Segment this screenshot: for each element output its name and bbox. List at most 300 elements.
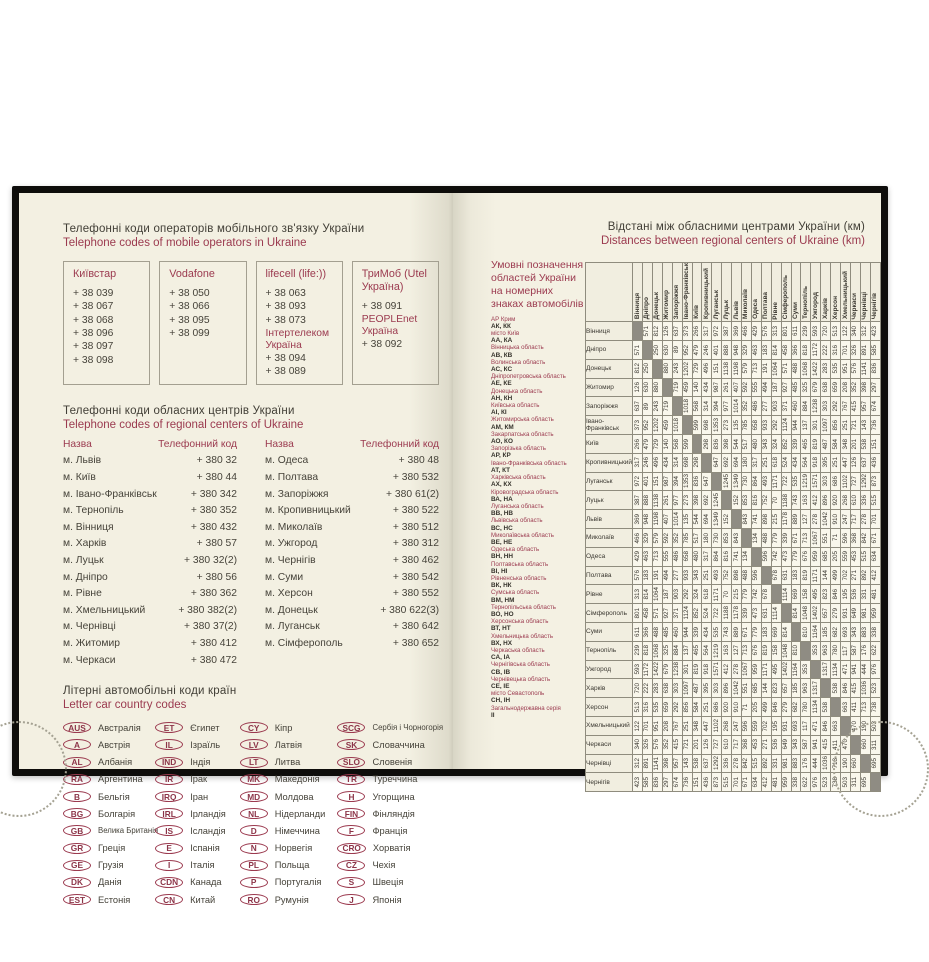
distance-value: 674 xyxy=(871,401,879,412)
matrix-column-header xyxy=(821,263,831,322)
distance-value: 398 xyxy=(663,758,671,769)
car-code-row xyxy=(63,719,155,736)
matrix-distance-cell xyxy=(702,397,712,416)
matrix-distance-cell xyxy=(633,472,643,491)
distance-value: 713 xyxy=(742,645,750,656)
matrix-distance-cell xyxy=(751,585,761,604)
matrix-distance-cell xyxy=(742,378,752,397)
legend-entry xyxy=(491,460,585,474)
legend-region-name: Рівненська область xyxy=(491,574,547,582)
legend-plate-codes: ВІ, НІ xyxy=(491,567,508,575)
matrix-distance-cell xyxy=(642,322,652,341)
regional-code-row xyxy=(63,503,237,520)
matrix-distance-cell xyxy=(771,641,781,660)
distance-value: 444 xyxy=(861,664,869,675)
car-code-badge: IRL xyxy=(155,808,183,819)
car-code-row xyxy=(63,788,155,805)
matrix-distance-cell xyxy=(633,622,643,641)
distance-value: 888 xyxy=(722,344,730,356)
distance-value: 1245 xyxy=(722,474,730,489)
distance-value: 686 xyxy=(831,476,839,487)
city-name: м. Донецьк xyxy=(265,604,318,616)
matrix-distance-cell xyxy=(821,472,831,491)
matrix-distance-cell xyxy=(672,716,682,735)
matrix-distance-cell xyxy=(821,754,831,773)
matrix-distance-cell xyxy=(692,416,702,435)
distance-value: 638 xyxy=(821,382,829,393)
distance-value: 663 xyxy=(841,701,849,713)
legend-entry xyxy=(491,705,585,719)
distance-value: 485 xyxy=(663,626,671,638)
matrix-distance-cell xyxy=(662,622,672,641)
distance-value: 201 xyxy=(692,739,700,750)
distance-value: 1014 xyxy=(732,399,740,414)
legend-plate-codes: ВМ, НМ xyxy=(491,596,515,604)
car-code-row xyxy=(337,874,439,891)
matrix-row xyxy=(586,698,881,717)
distance-value: 1048 xyxy=(801,606,809,621)
matrix-distance-cell xyxy=(851,359,861,378)
matrix-distance-cell xyxy=(831,604,841,623)
legend-region-name: Харківська область xyxy=(491,474,546,482)
matrix-distance-cell xyxy=(642,679,652,698)
city-phone-code: + 380 32 xyxy=(196,455,237,467)
country-name: Угорщина xyxy=(372,791,415,802)
matrix-diagonal-cell xyxy=(801,641,811,660)
matrix-row xyxy=(586,641,881,660)
matrix-distance-cell xyxy=(831,641,841,660)
distance-value: 819 xyxy=(811,438,819,450)
car-code-badge: IS xyxy=(155,825,183,836)
matrix-distance-cell xyxy=(771,735,781,754)
distance-value: 941 xyxy=(811,739,819,750)
matrix-distance-cell xyxy=(692,716,702,735)
distance-value: 972 xyxy=(712,325,720,337)
matrix-distance-cell xyxy=(742,397,752,416)
distance-value: 948 xyxy=(643,513,651,525)
distance-value: 952 xyxy=(643,419,651,431)
matrix-column-header xyxy=(662,263,672,322)
matrix-distance-cell xyxy=(732,735,742,754)
distance-value: 679 xyxy=(811,382,819,393)
city-phone-code: + 380 412 xyxy=(190,638,237,650)
matrix-distance-cell xyxy=(742,622,752,641)
distance-value: 713 xyxy=(861,701,869,713)
matrix-distance-cell xyxy=(722,604,732,623)
matrix-distance-cell xyxy=(722,716,732,735)
distance-value: 880 xyxy=(663,363,671,374)
distance-value: 496 xyxy=(653,457,661,468)
matrix-distance-cell xyxy=(682,472,692,491)
distance-value: 1172 xyxy=(643,662,651,677)
matrix-distance-cell xyxy=(831,397,841,416)
distance-value: 324 xyxy=(692,589,700,600)
distance-value: 292 xyxy=(673,701,681,713)
legend-entry xyxy=(491,503,585,517)
car-code-row xyxy=(240,857,338,874)
matrix-distance-cell xyxy=(742,416,752,435)
matrix-distance-cell xyxy=(682,378,692,397)
matrix-distance-cell xyxy=(831,547,841,566)
car-code-badge: SCG xyxy=(337,722,365,733)
car-code-badge: IRQ xyxy=(155,791,183,802)
matrix-distance-cell xyxy=(722,397,732,416)
distance-value: 71 xyxy=(831,534,839,542)
city-phone-code: + 380 57 xyxy=(196,538,237,550)
distance-value: 453 xyxy=(752,739,760,750)
city-name: м. Миколаїв xyxy=(265,521,323,533)
matrix-distance-cell xyxy=(682,660,692,679)
distance-value: 571 xyxy=(643,325,651,337)
distance-value: 1036 xyxy=(821,756,829,771)
distance-value: 599 xyxy=(683,438,691,450)
distance-value: 843 xyxy=(742,513,750,525)
distance-value: 278 xyxy=(861,513,869,525)
matrix-distance-cell xyxy=(633,528,643,547)
matrix-column-city-label: Кропивницький xyxy=(702,268,710,320)
regional-codes-column xyxy=(265,439,439,669)
matrix-column-city-label: Суми xyxy=(792,302,800,320)
distance-value: 398 xyxy=(722,438,730,450)
matrix-distance-cell xyxy=(642,378,652,397)
matrix-distance-cell xyxy=(851,491,861,510)
matrix-distance-cell xyxy=(662,754,672,773)
distance-value: 251 xyxy=(702,570,710,581)
legend-entry xyxy=(491,676,585,690)
matrix-distance-cell xyxy=(712,773,722,792)
distance-value: 298 xyxy=(692,457,700,468)
operator-phone-code: + 38 091 xyxy=(361,300,403,312)
matrix-distance-cell xyxy=(682,735,692,754)
matrix-distance-cell xyxy=(633,660,643,679)
operator-phone-code: + 38 097 xyxy=(73,341,114,353)
country-name: Швеція xyxy=(372,877,404,888)
matrix-distance-cell xyxy=(702,510,712,529)
city-name: м. Львів xyxy=(63,455,102,467)
distance-value: 852 xyxy=(692,607,700,619)
matrix-distance-cell xyxy=(831,322,841,341)
matrix-column-header xyxy=(652,263,662,322)
matrix-distance-cell xyxy=(761,378,771,397)
distance-value: 637 xyxy=(702,758,710,769)
distance-value: 741 xyxy=(732,551,740,562)
car-code-badge: PL xyxy=(240,860,268,871)
matrix-distance-cell xyxy=(811,435,821,454)
distance-value: 1068 xyxy=(653,643,661,658)
distance-value: 89 xyxy=(673,346,681,354)
matrix-corner-cell xyxy=(586,263,633,322)
distance-value: 701 xyxy=(643,720,651,732)
distance-value: 702 xyxy=(762,720,770,732)
distance-value: 722 xyxy=(712,607,720,619)
matrix-distance-cell xyxy=(732,585,742,604)
distance-value: 678 xyxy=(762,589,770,600)
distance-value: 339 xyxy=(792,438,800,450)
legend-plate-codes: ВН, НН xyxy=(491,553,514,561)
distance-value: 517 xyxy=(742,438,750,450)
city-name: м. Дніпро xyxy=(63,571,108,583)
matrix-header xyxy=(586,263,881,322)
car-code-badge: IND xyxy=(155,757,183,768)
matrix-diagonal-cell xyxy=(761,566,771,585)
distance-value: 493 xyxy=(712,570,720,581)
distance-value: 401 xyxy=(643,476,651,487)
distance-value: 143 xyxy=(861,419,869,431)
distance-value: 649 xyxy=(851,607,859,619)
distance-value: 1102 xyxy=(712,719,720,733)
distance-value: 412 xyxy=(722,664,730,675)
distance-value: 368 xyxy=(851,532,859,544)
distance-value: 1219 xyxy=(801,474,809,489)
matrix-distance-cell xyxy=(821,622,831,641)
distance-value: 411 xyxy=(851,702,859,713)
distance-value: 278 xyxy=(732,664,740,675)
mobile-codes-title-ua: Телефонні коди операторів мобільного зв'язку України xyxy=(63,223,365,235)
matrix-column-header xyxy=(642,263,652,322)
distance-value: 846 xyxy=(821,720,829,732)
distance-value: 326 xyxy=(851,344,859,356)
distance-value: 1202 xyxy=(683,361,691,376)
matrix-distance-cell xyxy=(642,641,652,660)
distance-value: 122 xyxy=(633,720,641,732)
distance-value: 729 xyxy=(692,363,700,374)
distance-value: 585 xyxy=(643,776,651,788)
operator-phone-code: + 38 089 xyxy=(265,366,306,378)
matrix-diagonal-cell xyxy=(662,378,672,397)
distance-value: 434 xyxy=(702,626,710,638)
legend-region-name: Полтавська область xyxy=(491,560,549,568)
legend-region-name: Вінницька область xyxy=(491,344,544,352)
matrix-distance-cell xyxy=(682,622,692,641)
matrix-distance-cell xyxy=(811,341,821,360)
legend-entry xyxy=(491,546,585,560)
car-code-badge: B xyxy=(63,791,91,802)
operator-phone-code: + 38 039 xyxy=(73,287,114,299)
matrix-distance-cell xyxy=(702,472,712,491)
distance-value: 336 xyxy=(861,495,869,506)
matrix-distance-cell xyxy=(672,491,682,510)
regional-codes-tables xyxy=(63,439,439,669)
matrix-distance-cell xyxy=(761,510,771,529)
distance-value: 634 xyxy=(752,776,760,788)
distance-value: 460 xyxy=(673,626,681,638)
matrix-distance-cell xyxy=(791,547,801,566)
distance-value: 576 xyxy=(633,570,641,581)
matrix-distance-cell xyxy=(801,754,811,773)
distance-value: 685 xyxy=(821,551,829,562)
legend-plate-codes: АТ, КТ xyxy=(491,466,511,474)
regional-code-row xyxy=(63,487,237,504)
distance-value: 722 xyxy=(782,476,790,487)
distance-value: 972 xyxy=(633,476,641,487)
regional-codes-column-header xyxy=(63,439,237,450)
matrix-distance-cell xyxy=(732,322,742,341)
legend-entry xyxy=(491,532,585,546)
distance-value: 1422 xyxy=(653,662,661,677)
distance-value: 631 xyxy=(782,570,790,581)
distance-value: 593 xyxy=(811,325,819,337)
matrix-column-header xyxy=(761,263,771,322)
plate-codes-legend-list xyxy=(491,316,585,719)
car-codes-title-ua: Літерні автомобільні коди країн xyxy=(63,685,237,698)
distance-value: 720 xyxy=(821,325,829,337)
distance-value: 559 xyxy=(752,720,760,732)
distance-value: 948 xyxy=(732,344,740,356)
distance-value: 568 xyxy=(692,401,700,412)
legend-entry xyxy=(491,445,585,459)
distance-value: 551 xyxy=(742,683,750,694)
matrix-distance-cell xyxy=(771,472,781,491)
matrix-distance-cell xyxy=(801,660,811,679)
matrix-distance-cell xyxy=(751,716,761,735)
legend-plate-codes: ВЕ, НЕ xyxy=(491,538,513,546)
distance-value: 503 xyxy=(871,720,879,732)
distance-value: 268 xyxy=(722,720,730,732)
matrix-distance-cell xyxy=(712,585,722,604)
matrix-distance-cell xyxy=(633,416,643,435)
matrix-distance-cell xyxy=(722,566,732,585)
distance-value: 898 xyxy=(762,513,770,525)
matrix-distance-cell xyxy=(642,716,652,735)
distance-value: 592 xyxy=(742,382,750,393)
distance-value: 314 xyxy=(702,401,710,412)
regional-code-row xyxy=(265,603,439,620)
distance-value: 896 xyxy=(722,683,730,694)
distance-value: 183 xyxy=(762,344,770,356)
car-code-row xyxy=(240,891,338,908)
matrix-distance-cell xyxy=(831,359,841,378)
distance-value: 891 xyxy=(643,758,651,769)
matrix-distance-cell xyxy=(732,341,742,360)
operator-phone-code: + 38 098 xyxy=(73,354,114,366)
operator-phone-code: + 38 094 xyxy=(265,352,306,364)
distance-value: 339 xyxy=(782,532,790,544)
matrix-diagonal-cell xyxy=(702,453,712,472)
matrix-distance-cell xyxy=(642,435,652,454)
matrix-distance-cell xyxy=(662,510,672,529)
matrix-distance-cell xyxy=(870,528,880,547)
distance-value: 195 xyxy=(841,589,849,600)
distance-value: 742 xyxy=(772,551,780,562)
matrix-distance-cell xyxy=(692,491,702,510)
matrix-distance-cell xyxy=(811,566,821,585)
distance-value: 523 xyxy=(871,683,879,694)
car-code-badge: DK xyxy=(63,877,91,888)
distance-value: 339 xyxy=(742,607,750,619)
distance-value: 918 xyxy=(702,664,710,675)
matrix-row xyxy=(586,528,881,547)
car-code-badge: MK xyxy=(240,774,268,785)
distance-value: 785 xyxy=(683,532,691,544)
car-code-badge: RA xyxy=(63,774,91,785)
distance-value: 1067 xyxy=(811,530,819,545)
distance-value: 713 xyxy=(752,363,760,374)
distance-value: 719 xyxy=(673,382,681,393)
legend-entry xyxy=(491,561,585,575)
distance-value: 1171 xyxy=(762,662,770,677)
matrix-distance-cell xyxy=(801,528,811,547)
regional-code-row xyxy=(265,470,439,487)
distance-value: 679 xyxy=(663,664,671,675)
matrix-row-city-label: Рівне xyxy=(586,585,633,604)
distance-value: 647 xyxy=(712,457,720,468)
distance-value: 398 xyxy=(692,495,700,506)
regional-code-row xyxy=(265,636,439,653)
city-name: м. Київ xyxy=(63,472,96,484)
country-name: Китай xyxy=(190,894,216,905)
matrix-distance-cell xyxy=(851,510,861,529)
distance-value: 488 xyxy=(742,570,750,581)
distance-value: 660 xyxy=(851,758,859,769)
distance-value: 268 xyxy=(841,495,849,506)
country-name: Ірак xyxy=(190,774,208,785)
matrix-distance-cell xyxy=(821,716,831,735)
distance-value: 415 xyxy=(851,683,859,694)
matrix-distance-cell xyxy=(742,566,752,585)
matrix-distance-cell xyxy=(851,416,861,435)
matrix-distance-cell xyxy=(791,341,801,360)
distance-value: 1198 xyxy=(732,361,740,376)
distance-value: 352 xyxy=(673,532,681,544)
distance-value: 785 xyxy=(742,419,750,431)
matrix-distance-cell xyxy=(870,435,880,454)
matrix-distance-cell xyxy=(791,566,801,585)
car-code-badge: CY xyxy=(240,722,268,733)
matrix-distance-cell xyxy=(851,585,861,604)
distance-value: 292 xyxy=(831,401,839,412)
car-code-row xyxy=(63,840,155,857)
matrix-distance-cell xyxy=(761,491,771,510)
matrix-distance-cell xyxy=(841,341,851,360)
matrix-row xyxy=(586,416,881,435)
matrix-distance-cell xyxy=(860,698,870,717)
distance-value: 325 xyxy=(801,382,809,393)
matrix-distance-cell xyxy=(692,397,702,416)
matrix-distance-cell xyxy=(841,585,851,604)
distance-value: 1068 xyxy=(801,361,809,376)
legend-plate-codes: АО, КО xyxy=(491,438,513,446)
matrix-distance-cell xyxy=(642,547,652,566)
matrix-distance-cell xyxy=(771,435,781,454)
distance-value: 587 xyxy=(801,739,809,750)
matrix-distance-cell xyxy=(692,679,702,698)
distance-value: 568 xyxy=(673,438,681,450)
matrix-distance-cell xyxy=(831,453,841,472)
matrix-row xyxy=(586,510,881,529)
matrix-distance-cell xyxy=(821,341,831,360)
matrix-distance-cell xyxy=(662,341,672,360)
matrix-distance-cell xyxy=(692,754,702,773)
distance-value: 579 xyxy=(653,532,661,544)
matrix-column-city-label: Харків xyxy=(821,298,829,320)
country-name: Ізраїль xyxy=(190,739,221,750)
distance-value: 415 xyxy=(851,401,859,412)
matrix-distance-cell xyxy=(841,547,851,566)
regional-code-row xyxy=(265,503,439,520)
matrix-distance-cell xyxy=(722,641,732,660)
distance-value: 243 xyxy=(673,363,681,374)
distance-value: 701 xyxy=(732,776,740,788)
matrix-distance-cell xyxy=(801,435,811,454)
matrix-distance-cell xyxy=(682,322,692,341)
matrix-distance-cell xyxy=(732,773,742,792)
matrix-distance-cell xyxy=(702,341,712,360)
car-code-row xyxy=(337,719,444,736)
distance-value: 1238 xyxy=(673,662,681,677)
matrix-distance-cell xyxy=(761,698,771,717)
legend-region-name: Волинська область xyxy=(491,358,546,366)
matrix-distance-cell xyxy=(732,641,742,660)
